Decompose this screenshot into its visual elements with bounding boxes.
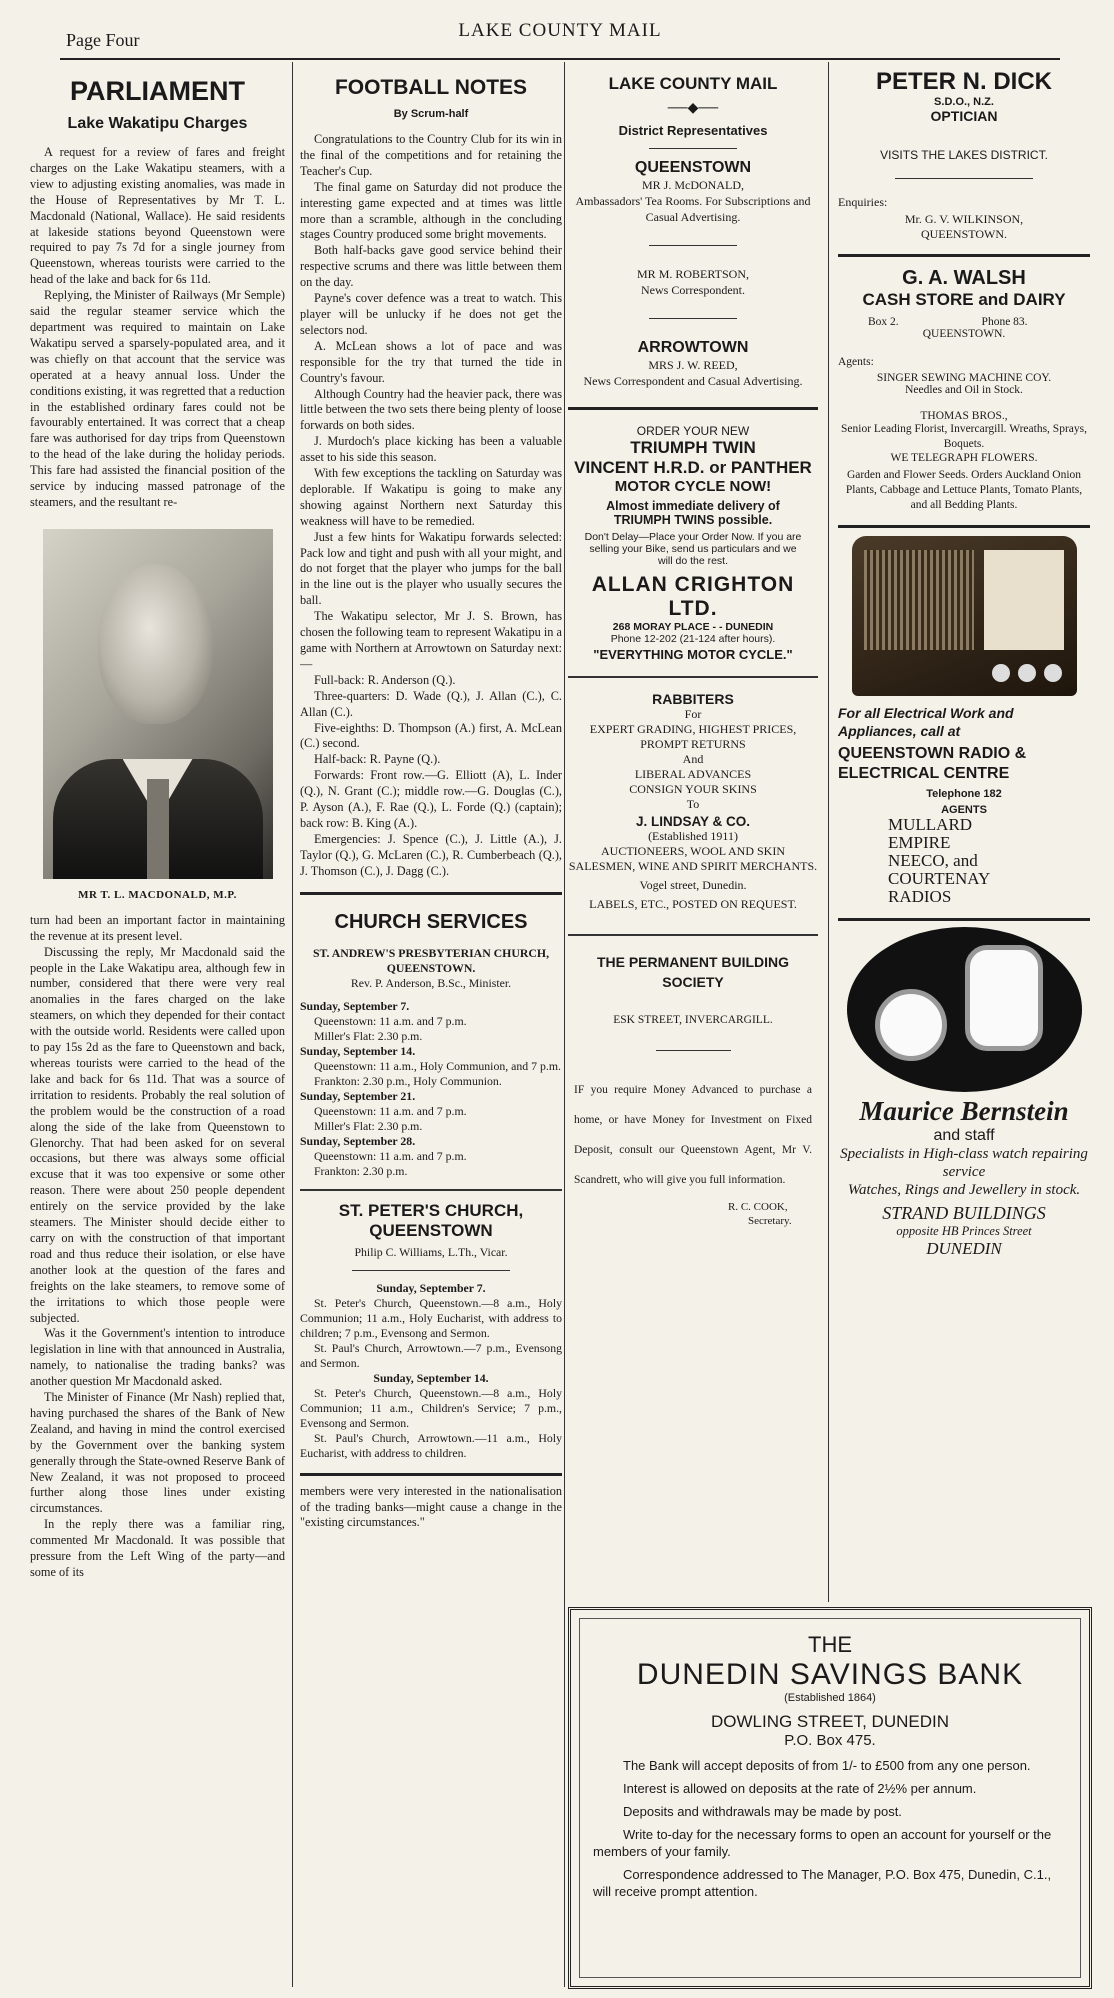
reps-subtitle: District Representatives xyxy=(618,123,768,138)
paragraph: Discussing the reply, Mr Macdonald said the people in the Lake Wakatipu area, although few in number, considered that there were very real anomalies in the fares charged on the lake steamers, on which they depended for their contact with the outside world. Residents were called upon to pay 15s 2d as the fare to Queenstown and back, whereas tourists were carried to the head of the lake and back for 6s 11d. That was a source of irritation to residents. Probably the real solution of the problem would be the construction of a road along the side of the lake from Queenstown to Glenorchy. That had been asked for on several occasions, but there was always some official excuse that it was too expensive or some other reason. There were about 250 people dependent entirely on the service provided by the lake steamers. The Minister should decide either to carry on with the construction of that important road and thus reduce their isolation, or else have another look at the question of the fares and freights on the lake steamers, to remove some of the irritations to which those people were subjected. xyxy=(30,944,285,1325)
service-line: Frankton: 2.30 p.m. xyxy=(314,1163,408,1178)
advertiser-phone: Telephone 182 xyxy=(926,788,1002,800)
paragraph: Both half-backs gave good service behind their respective scrums and there was little between them on the day. xyxy=(300,243,562,290)
advert-line: Garden and Flower Seeds. Orders Auckland Onion Plants, Cabbage and Lettuce Plants, Tomato Plants, and all Bedding Plants. xyxy=(845,469,1083,511)
advert-headline: TRIUMPH TWIN xyxy=(630,438,756,457)
advert-line: Almost immediate delivery of TRIUMPH TWINS possible. xyxy=(606,499,780,527)
advert-headline: CASH STORE and DAIRY xyxy=(862,290,1066,309)
rep-name: MR J. McDONALD, xyxy=(642,178,744,192)
advert-body: IF you require Money Advanced to purchase a home, or have Money for Investment on Fixed Deposit, consult our Queenstown Agent, Mr V. Scandrett, who will give you full information. xyxy=(574,1084,812,1186)
advert-headline: THE PERMANENT BUILDING SOCIETY xyxy=(596,954,790,990)
advert-line: Write to-day for the necessary forms to open an account for yourself or the members of your family. xyxy=(593,1827,1052,1859)
advertiser-name: QUEENSTOWN RADIO & ELECTRICAL CENTRE xyxy=(838,745,1027,782)
advert-line: AUCTIONEERS, WOOL AND SKIN SALESMEN, WINE AND SPIRIT MERCHANTS. xyxy=(568,844,818,873)
advert-line: SINGER SEWING MACHINE COY. xyxy=(876,372,1052,384)
rep-info: Ambassadors' Tea Rooms. For Subscriptions and Casual Advertising. xyxy=(575,194,811,224)
rabbiters-advert xyxy=(568,692,818,912)
church-minister: Rev. P. Anderson, B.Sc., Minister. xyxy=(350,975,512,990)
advert-line: LIBERAL ADVANCES xyxy=(634,767,752,781)
advert-line: THE xyxy=(808,1632,852,1657)
advert-line: AGENTS xyxy=(941,804,987,816)
paragraph: Although Country had the heavier pack, there was little between the two sets there being plenty of loose forwards on both sides. xyxy=(300,386,562,433)
service-line: Frankton: 2.30 p.m., Holy Communion. xyxy=(314,1073,502,1088)
page-number: Page Four xyxy=(66,30,140,50)
advert-line: LABELS, ETC., POSTED ON REQUEST. xyxy=(589,897,797,911)
advertiser-name: G. A. WALSH xyxy=(902,267,1026,289)
church-name: ST. ANDREW'S PRESBYTERIAN CHURCH, QUEENSTOWN. xyxy=(312,945,550,975)
advert-line: And xyxy=(682,752,704,766)
paragraph: In the reply there was a familiar ring, commented Mr Macdonald. It was possible that pressure from the Left Wing of the party—and some of its xyxy=(30,1517,285,1579)
paragraph: Three-quarters: D. Wade (Q.), J. Allan (C.), C. Allan (C.). xyxy=(300,688,562,719)
advert-line: (Established 1911) xyxy=(648,829,738,843)
column-rule xyxy=(564,62,565,1987)
paragraph: The Wakatipu selector, Mr J. S. Brown, has chosen the following team to represent Wakatipu in a game with Northern at Arrowtown on Saturday next:— xyxy=(300,609,562,671)
building-society-advert xyxy=(568,952,818,1227)
parliament-article xyxy=(30,62,285,1581)
service-line: Miller's Flat: 2.30 p.m. xyxy=(314,1118,423,1133)
service-line: Queenstown: 11 a.m. and 7 p.m. xyxy=(314,1103,467,1118)
paragraph: J. Murdoch's place kicking has been a valuable asset to his side this season. xyxy=(300,434,562,465)
advert-line: Specialists in High-class watch repairing service xyxy=(840,1146,1088,1180)
paragraph: The Minister of Finance (Mr Nash) replied that, having purchased the shares of the Bank of New Zealand, and having in mind the control exercised by the Government over the banking system generally through the State-owned Reserve Bank of New Zealand, it was not proposed to proceed further along those lines under existing circumstances. xyxy=(30,1390,285,1516)
page-header xyxy=(60,18,1060,60)
service-date: Sunday, September 7. xyxy=(376,1280,486,1295)
paragraph: Replying, the Minister of Railways (Mr Semple) said the regular steamer service which the department was required to maintain on Lake Wakatipu served a sparsely-populated area, and it was chiefly on that account that the service was operated at a heavy annual loss. Under the conditions existing, it was regretted that a reduction in the established ordinary fares could not be favourably entertained. It was correct that a cheap fare was authorised for day trips from Queenstown to the head of the lake during the holiday periods. This fare had assisted the financial position of the service by inducing massed patronage of the steamers, and the resultant re- xyxy=(30,288,285,509)
radio-advert xyxy=(838,536,1090,906)
continuation-text: members were very interested in the nationalisation of the trading banks—might cause a change in the "existing circumstances." xyxy=(300,1483,562,1530)
parliament-title: PARLIAMENT xyxy=(70,76,245,106)
advertiser-name: Maurice Bernstein xyxy=(859,1096,1069,1126)
football-notes xyxy=(300,62,562,1531)
advertiser-address: Vogel street, Dunedin. xyxy=(639,878,747,892)
advert-line: Box 2. xyxy=(868,316,899,328)
football-title: FOOTBALL NOTES xyxy=(334,76,528,99)
paragraph: Full-back: R. Anderson (Q.). xyxy=(314,672,456,687)
portrait-photo xyxy=(43,529,273,879)
paragraph: A. McLean shows a lot of pace and was responsible for the try that turned the tide in Country's favour. xyxy=(300,338,562,385)
church-title: CHURCH SERVICES xyxy=(334,910,528,933)
service-line: St. Paul's Church, Arrowtown.—7 p.m., Evensong and Sermon. xyxy=(300,1340,562,1370)
paragraph: Half-back: R. Payne (Q.). xyxy=(314,752,441,767)
brand-name: MULLARD xyxy=(888,815,973,834)
advert-line: Correspondence addressed to The Manager, P.O. Box 475, Dunedin, C.1., will receive prompt attention. xyxy=(593,1867,1052,1899)
brand-name: COURTENAY xyxy=(888,869,991,888)
district-representatives xyxy=(568,62,818,1227)
service-line: Queenstown: 11 a.m. and 7 p.m. xyxy=(314,1148,467,1163)
advert-line: EXPERT GRADING, HIGHEST PRICES, PROMPT RETURNS xyxy=(589,722,797,751)
advert-line: (Established 1864) xyxy=(784,1692,876,1704)
advertiser-address: opposite HB Princes Street xyxy=(896,1224,1032,1238)
advert-line: ORDER YOUR NEW xyxy=(636,424,750,438)
advert-line: The Bank will accept deposits of from 1/- to £500 from any one person. xyxy=(623,1758,1031,1773)
advertiser-name: DUNEDIN SAVINGS BANK xyxy=(636,1658,1024,1691)
rep-info: News Correspondent. xyxy=(641,283,745,297)
football-byline: By Scrum-half xyxy=(393,108,469,120)
jeweller-advert xyxy=(838,927,1090,1259)
rep-name: MRS J. W. REED, xyxy=(648,358,738,372)
paragraph: Just a few hints for Wakatipu forwards selected: Pack low and tight and push with all your might, and do not forget that the player who jumps for the ball in the line out is the player who usually secures the ball. xyxy=(300,529,562,608)
advertiser-address: STRAND BUILDINGS xyxy=(882,1203,1046,1223)
advert-line: For xyxy=(684,707,702,721)
advert-headline: RABBITERS xyxy=(652,691,734,707)
advert-line: THOMAS BROS., xyxy=(920,410,1008,422)
advert-line: For all Electrical Work and Appliances, call at xyxy=(838,705,1014,739)
advert-line: To xyxy=(686,797,700,811)
brand-name: EMPIRE xyxy=(888,833,951,852)
advert-line: and staff xyxy=(933,1127,995,1144)
parliament-subtitle: Lake Wakatipu Charges xyxy=(67,115,248,132)
paragraph: A request for a review of fares and freight charges on the Lake Wakatipu steamers, with a view to adjusting existing anomalies, was made in the House of Representatives by Mr T. L. Macdonald (National, Wallace). He said residents at lakeside stations beyond Queenstown were required to pay 7s 7d for a single journey from Queenstown, whereas tourists were carried to the head of the lake and back for 6s 11d. xyxy=(30,145,285,287)
paragraph: Payne's cover defence was a treat to watch. This player will be unlucky if he does not get the selectors nod. xyxy=(300,291,562,337)
advertiser-address: 268 MORAY PLACE - - DUNEDIN xyxy=(612,621,774,633)
paragraph: turn had been an important factor in maintaining the revenue at its present level. xyxy=(30,912,285,943)
advertiser-name: PETER N. DICK xyxy=(875,68,1052,95)
column-rule xyxy=(828,62,829,1602)
service-date: Sunday, September 21. xyxy=(300,1088,416,1103)
service-line: Queenstown: 11 a.m., Holy Communion, and 7 p.m. xyxy=(314,1058,561,1073)
paragraph: Five-eighths: D. Thompson (A.) first, A. McLean (C.) second. xyxy=(300,720,562,751)
wristwatch-icon xyxy=(965,945,1043,1051)
service-date: Sunday, September 28. xyxy=(300,1133,416,1148)
paragraph: The final game on Saturday did not produce the interesting game expected and at times was little more than a scramble, although in the concluding stages Country produced some bright movements. xyxy=(300,179,562,242)
paragraph: With few exceptions the tackling on Saturday was deplorable. If Wakatipu is going to make any showing against Northern next Saturday this weakness will have to be remedied. xyxy=(300,466,562,528)
advertiser-name: ALLAN CRIGHTON LTD. xyxy=(591,573,795,620)
advert-headline: MOTOR CYCLE NOW! xyxy=(614,478,772,495)
advert-line: S.D.O., N.Z. xyxy=(934,96,994,108)
service-date: Sunday, September 14. xyxy=(373,1370,489,1385)
advert-line: Watches, Rings and Jewellery in stock. xyxy=(847,1182,1081,1198)
reps-title: LAKE COUNTY MAIL xyxy=(608,74,778,93)
rep-name: MR M. ROBERTSON, xyxy=(637,267,749,281)
radio-illustration xyxy=(852,536,1077,696)
advert-line: Needles and Oil in Stock. xyxy=(905,384,1023,396)
brand-name: RADIOS xyxy=(888,887,952,906)
advert-line: VISITS THE LAKES DISTRICT. xyxy=(880,148,1048,162)
advertiser-name: J. LINDSAY & CO. xyxy=(635,814,751,829)
watches-illustration xyxy=(847,927,1082,1092)
advert-line: Agents: xyxy=(838,356,874,368)
church-name: ST. PETER'S CHURCH, QUEENSTOWN xyxy=(338,1200,524,1240)
column-rule xyxy=(292,62,293,1987)
advert-line: Interest is allowed on deposits at the rate of 2½% per annum. xyxy=(623,1781,977,1796)
advert-line: Deposits and withdrawals may be made by post. xyxy=(623,1804,902,1819)
store-advert xyxy=(838,267,1090,513)
advert-line: QUEENSTOWN. xyxy=(922,328,1006,340)
paragraph: Emergencies: J. Spence (C.), J. Little (A.), J. Taylor (Q.), G. McLaren (C.), R. Cumberbeach (Q.), J. Thomson (C.), J. Dagg (C.). xyxy=(300,831,562,878)
service-date: Sunday, September 7. xyxy=(300,998,410,1013)
advert-signature: Secretary. xyxy=(748,1215,792,1227)
right-adverts xyxy=(838,62,1090,1259)
rep-info: News Correspondent and Casual Advertising. xyxy=(583,374,803,388)
church-vicar: Philip C. Williams, L.Th., Vicar. xyxy=(354,1244,508,1259)
paragraph: Forwards: Front row.—G. Elliott (A), L. Inder (Q.), N. Grant (C.); middle row.—G. Douglas (C.), P. Ayson (A.), F. Rae (Q.), L. Forde (Q.) (captain); back row: B. King (A.). xyxy=(300,768,562,830)
brand-name: NEECO, and xyxy=(888,851,978,870)
paragraph: Was it the Government's intention to introduce legislation in line with that announced in Australia, namely, to nationalise the trading banks? was another question Mr Macdonald asked. xyxy=(30,1326,285,1389)
town-heading: QUEENSTOWN xyxy=(634,159,752,176)
paragraph: Congratulations to the Country Club for its win in the final of the competitions and for retaining the Teacher's Cup. xyxy=(300,132,562,178)
football-body xyxy=(300,132,562,880)
advert-line: OPTICIAN xyxy=(930,108,998,124)
advert-line: Senior Leading Florist, Invercargill. Wreaths, Sprays, Boquets. xyxy=(841,423,1087,450)
advertiser-phone: Phone 12-202 (21-124 after hours). xyxy=(610,633,776,645)
advertiser-address: ESK STREET, INVERCARGILL. xyxy=(613,1014,773,1026)
advertiser-address: DUNEDIN xyxy=(926,1239,1002,1258)
service-date: Sunday, September 14. xyxy=(300,1043,416,1058)
triumph-advert xyxy=(568,424,818,662)
advert-line: Mr. G. V. WILKINSON, QUEENSTOWN. xyxy=(904,212,1024,241)
service-line: St. Paul's Church, Arrowtown.—11 a.m., Holy Eucharist, with address to children. xyxy=(300,1430,562,1460)
advert-slogan: "EVERYTHING MOTOR CYCLE." xyxy=(593,647,793,662)
wristwatch-icon xyxy=(875,989,947,1061)
advert-line: WE TELEGRAPH FLOWERS. xyxy=(890,452,1038,464)
service-line: St. Peter's Church, Queenstown.—8 a.m., Holy Communion; 11 a.m., Holy Eucharist, with address to children; 7 p.m., Evensong and Sermon. xyxy=(300,1295,562,1340)
advert-headline: VINCENT H.R.D. or PANTHER xyxy=(574,458,812,477)
advert-line: Don't Delay—Place your Order Now. If you are selling your Bike, send us particulars and we will do the rest. xyxy=(584,531,802,567)
service-line: Miller's Flat: 2.30 p.m. xyxy=(314,1028,423,1043)
advertiser-address: DOWLING STREET, DUNEDIN xyxy=(710,1712,950,1731)
advert-line: CONSIGN YOUR SKINS xyxy=(629,782,757,796)
advertiser-address: P.O. Box 475. xyxy=(784,1732,876,1749)
advert-signature: R. C. COOK, xyxy=(728,1201,788,1213)
advert-line: Enquiries: xyxy=(838,195,888,209)
optician-advert xyxy=(838,68,1090,242)
diamond-ornament: ──◆── xyxy=(667,101,719,116)
photo-caption: MR T. L. MACDONALD, M.P. xyxy=(78,888,237,901)
service-line: Queenstown: 11 a.m. and 7 p.m. xyxy=(314,1013,467,1028)
advert-line: Phone 83. xyxy=(981,316,1028,328)
bank-advert xyxy=(568,1607,1092,1989)
service-line: St. Peter's Church, Queenstown.—8 a.m., Holy Communion; 11 a.m., Children's Service; 7 p.m., Evensong and Sermon. xyxy=(300,1385,562,1430)
church-body xyxy=(300,946,562,1461)
masthead: LAKE COUNTY MAIL xyxy=(458,20,662,41)
town-heading: ARROWTOWN xyxy=(637,339,749,356)
